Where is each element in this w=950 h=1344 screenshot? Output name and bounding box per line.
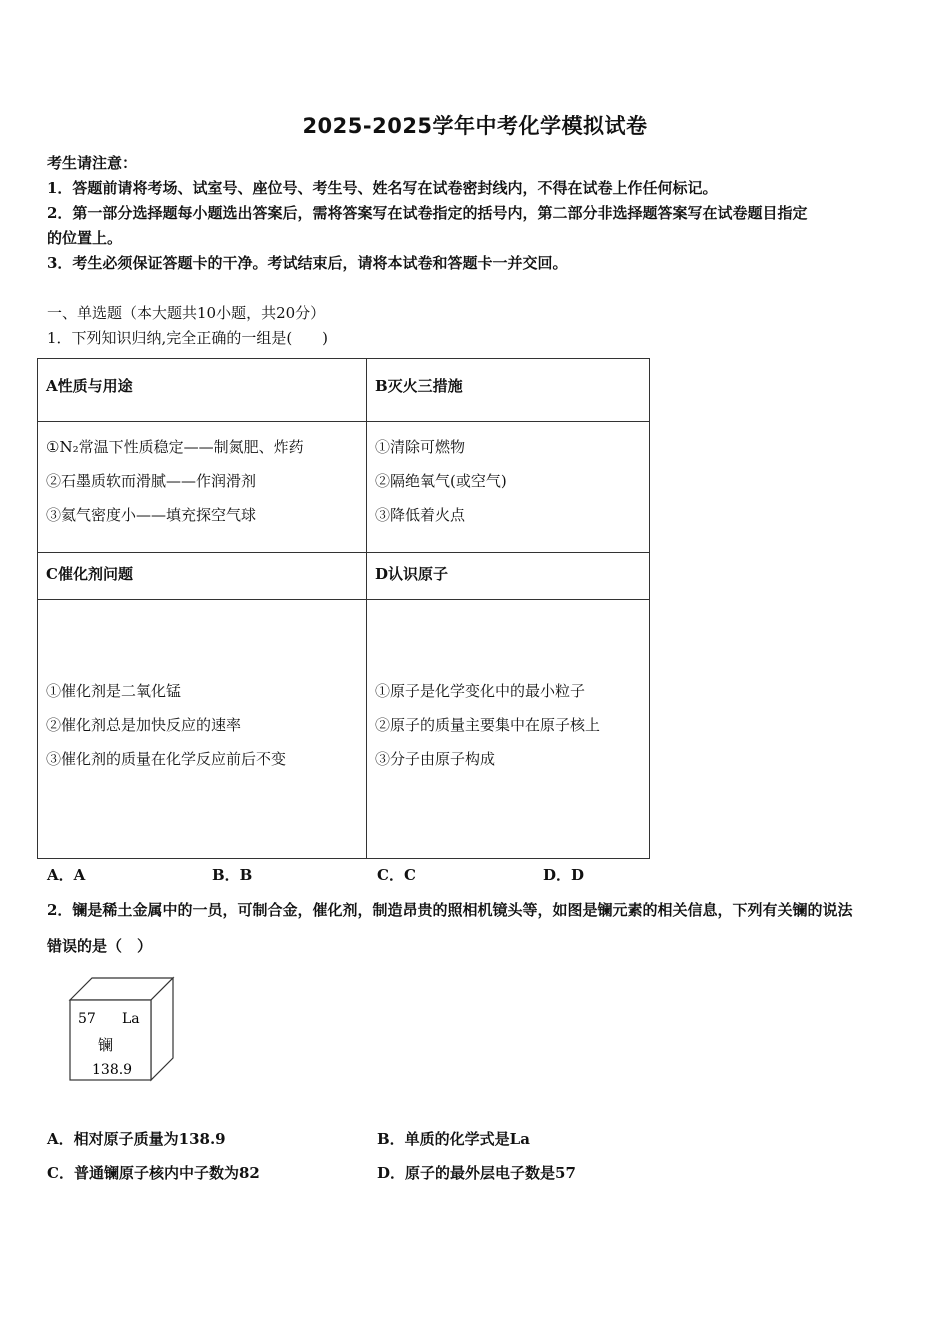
notice-item-2: 2．第一部分选择题每小题选出答案后，需将答案写在试卷指定的括号内，第二部分非选择题答案写在试卷题目指定 xyxy=(47,204,808,222)
q1-option-d[interactable]: D．D xyxy=(543,866,585,884)
q2-option-a[interactable]: A．相对原子质量为138.9 xyxy=(47,1130,226,1148)
cell-b-line: ①清除可燃物 xyxy=(375,438,466,456)
cell-c-line: ②催化剂总是加快反应的速率 xyxy=(46,716,242,734)
q1-option-b[interactable]: B．B xyxy=(212,866,253,884)
cell-d-line: ①原子是化学变化中的最小粒子 xyxy=(375,682,586,700)
cell-d-body xyxy=(367,600,650,859)
cell-b-body xyxy=(367,422,650,553)
q2-option-b[interactable]: B．单质的化学式是La xyxy=(377,1130,530,1148)
element-cube xyxy=(62,975,182,1085)
cell-d-line: ③分子由原子构成 xyxy=(375,750,496,768)
element-name: 镧 xyxy=(98,1036,114,1054)
cell-b-title: B灭火三措施 xyxy=(367,359,650,422)
cell-d-title: D认识原子 xyxy=(367,553,650,600)
cell-c-body xyxy=(38,600,367,859)
q1-table xyxy=(37,358,650,859)
cell-a-line: ①N₂常温下性质稳定——制氮肥、炸药 xyxy=(46,438,304,456)
q2-stem-line2: 错误的是（ ） xyxy=(47,937,153,955)
cell-b-line: ③降低着火点 xyxy=(375,506,466,524)
cell-a-title: A性质与用途 xyxy=(38,359,367,422)
cell-a-body xyxy=(38,422,367,553)
section-heading: 一、单选题（本大题共10小题，共20分） xyxy=(47,304,326,322)
q1-option-a[interactable]: A．A xyxy=(47,866,86,884)
notice-item-3: 3．考生必须保证答题卡的干净。考试结束后，请将本试卷和答题卡一并交回。 xyxy=(47,254,568,272)
cell-a-line: ②石墨质软而滑腻——作润滑剂 xyxy=(46,472,257,490)
q1-stem: 1．下列知识归纳,完全正确的一组是( ) xyxy=(47,329,329,347)
cell-a-line: ③氦气密度小——填充探空气球 xyxy=(46,506,257,524)
q1-option-c[interactable]: C．C xyxy=(377,866,416,884)
cell-c-line: ③催化剂的质量在化学反应前后不变 xyxy=(46,750,287,768)
element-symbol: La xyxy=(122,1011,140,1027)
notice-heading: 考生请注意： xyxy=(47,154,138,172)
notice-item-1: 1．答题前请将考场、试室号、座位号、考生号、姓名写在试卷密封线内，不得在试卷上作任何标记。 xyxy=(47,179,718,197)
q2-option-d[interactable]: D．原子的最外层电子数是57 xyxy=(377,1164,576,1182)
notice-item-2-cont: 的位置上。 xyxy=(47,229,123,247)
q2-option-c[interactable]: C．普通镧原子核内中子数为82 xyxy=(47,1164,260,1182)
cell-c-title: C催化剂问题 xyxy=(38,553,367,600)
q2-stem-line1: 2．镧是稀土金属中的一员，可制合金，催化剂，制造昂贵的照相机镜头等，如图是镧元素的相关信息，下列有关镧的说法 xyxy=(47,901,853,919)
cell-b-line: ②隔绝氧气(或空气) xyxy=(375,472,507,490)
element-number: 57 xyxy=(78,1011,96,1027)
cell-d-line: ②原子的质量主要集中在原子核上 xyxy=(375,716,601,734)
element-mass: 138.9 xyxy=(92,1062,133,1078)
cell-c-line: ①催化剂是二氧化锰 xyxy=(46,682,182,700)
page-title: 2025-2025学年中考化学模拟试卷 xyxy=(302,114,648,138)
